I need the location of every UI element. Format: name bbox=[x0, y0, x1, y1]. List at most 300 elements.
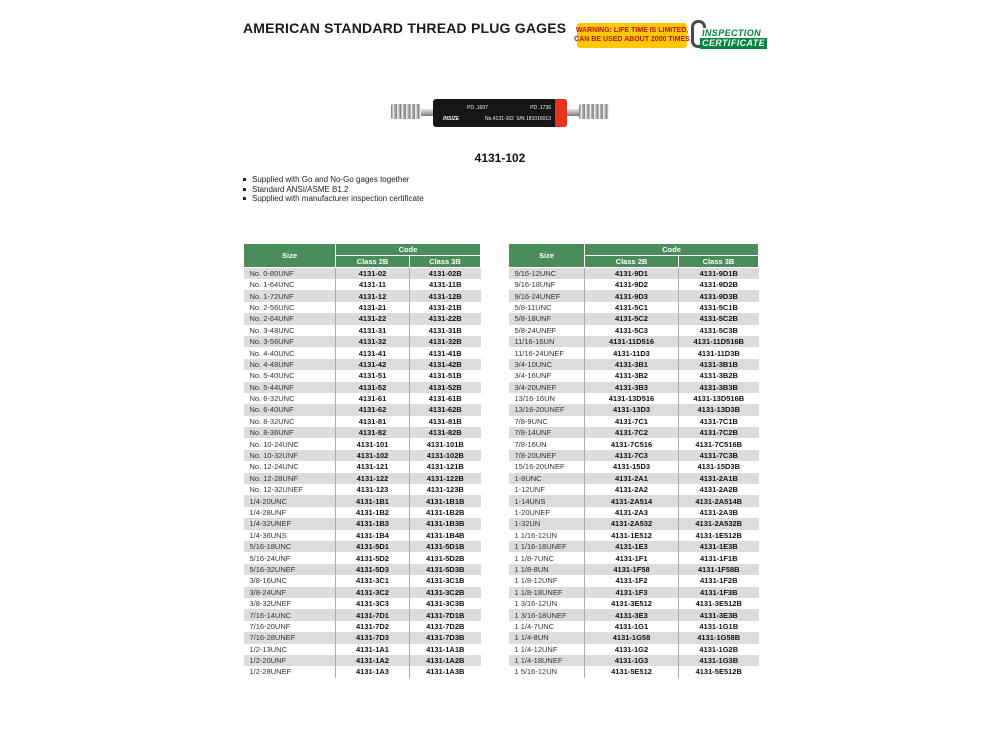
code-cell: 4131-2A1 bbox=[585, 473, 679, 484]
size-cell: No. 10-32UNF bbox=[249, 451, 298, 461]
table-row bbox=[509, 347, 759, 358]
code-cell: 4131-7D2 bbox=[336, 621, 410, 632]
size-cell: 7/8-20UNEF bbox=[514, 451, 557, 461]
table-row bbox=[509, 552, 759, 563]
table-row bbox=[509, 427, 759, 438]
code-cell: 4131-2A532 bbox=[585, 518, 679, 529]
code-cell: 4131-5C2B bbox=[679, 313, 759, 324]
code-cell: 4131-9D1 bbox=[585, 268, 679, 280]
table-row bbox=[509, 302, 759, 313]
code-cell: 4131-1G1B bbox=[679, 621, 759, 632]
gage-serial-label: S/N 181016013 bbox=[516, 116, 551, 122]
size-cell: No. 6-40UNF bbox=[249, 405, 294, 415]
table-row bbox=[509, 632, 759, 643]
code-cell: 4131-3C1B bbox=[410, 575, 481, 586]
code-cell: 4131-1B1B bbox=[410, 495, 481, 506]
table-row bbox=[509, 450, 759, 461]
code-table-right bbox=[508, 243, 759, 678]
code-cell: 4131-51B bbox=[410, 370, 481, 381]
code-cell: 4131-31B bbox=[410, 325, 481, 336]
code-cell: 4131-3B3B bbox=[679, 382, 759, 393]
code-cell: 4131-5C3 bbox=[585, 325, 679, 336]
table-row bbox=[509, 609, 759, 620]
size-cell: 5/16-18UNC bbox=[249, 542, 292, 552]
nogo-thread-end bbox=[579, 104, 609, 119]
size-cell: 1/4-28UNF bbox=[249, 508, 287, 517]
code-cell: 4131-1A1B bbox=[410, 644, 481, 655]
table-row bbox=[244, 655, 481, 666]
table-row bbox=[244, 552, 481, 563]
size-cell: 5/8-18UNF bbox=[514, 314, 552, 324]
code-cell: 4131-2A3B bbox=[679, 507, 759, 518]
code-cell: 4131-7C516B bbox=[679, 438, 759, 449]
code-cell: 4131-52B bbox=[410, 382, 481, 393]
gage-pd-left-label: PD .1697 bbox=[467, 105, 488, 111]
table-row bbox=[509, 473, 759, 484]
code-cell: 4131-41B bbox=[410, 347, 481, 358]
code-cell: 4131-81B bbox=[410, 416, 481, 427]
code-cell: 4131-3B3 bbox=[585, 382, 679, 393]
size-cell: 15/16-20UNEF bbox=[514, 462, 565, 472]
code-cell: 4131-1A3B bbox=[410, 666, 481, 677]
code-cell: 4131-3C3 bbox=[336, 598, 410, 609]
code-cell: 4131-1E3 bbox=[585, 541, 679, 552]
code-cell: 4131-3C2 bbox=[336, 587, 410, 598]
code-cell: 4131-102B bbox=[410, 450, 481, 461]
table-row bbox=[509, 290, 759, 301]
size-cell: 1 1/4-18UNEF bbox=[514, 656, 563, 666]
code-cell: 4131-3E512B bbox=[679, 598, 759, 609]
table-row bbox=[244, 325, 481, 336]
code-cell: 4131-1A2B bbox=[410, 655, 481, 666]
size-cell: 1-14UNS bbox=[514, 496, 546, 506]
code-cell: 4131-3B1B bbox=[679, 359, 759, 370]
size-cell: 3/8-16UNC bbox=[249, 576, 288, 586]
size-cell: 11/16-16UN bbox=[514, 337, 555, 347]
code-cell: 4131-5C1 bbox=[585, 302, 679, 313]
left-shaft bbox=[421, 109, 433, 116]
size-cell: 1-12UNF bbox=[514, 485, 545, 495]
code-cell: 4131-62B bbox=[410, 404, 481, 415]
code-cell: 4131-31 bbox=[336, 325, 410, 336]
code-cell: 4131-3C1 bbox=[336, 575, 410, 586]
code-cell: 4131-7C516 bbox=[585, 438, 679, 449]
table-row bbox=[244, 461, 481, 472]
feature-item: Standard ANSI/ASME B1.2 bbox=[243, 185, 424, 195]
code-cell: 4131-1G2B bbox=[679, 644, 759, 655]
code-cell: 4131-1A3 bbox=[336, 666, 410, 677]
column-header-class2b: Class 2B bbox=[336, 256, 410, 268]
table-row bbox=[244, 302, 481, 313]
table-row bbox=[244, 541, 481, 552]
code-cell: 4131-1E512 bbox=[585, 530, 679, 541]
size-cell: 1 1/8-12UNF bbox=[514, 576, 558, 586]
code-cell: 4131-51 bbox=[336, 370, 410, 381]
code-cell: 4131-3B2 bbox=[585, 370, 679, 381]
code-cell: 4131-5D1B bbox=[410, 541, 481, 552]
code-cell: 4131-11D3B bbox=[679, 347, 759, 358]
certificate-text bbox=[700, 28, 767, 49]
size-cell: 9/16-12UNC bbox=[514, 269, 557, 278]
warning-badge bbox=[574, 23, 690, 48]
size-cell: 1/4-36UNS bbox=[249, 530, 287, 540]
code-cell: 4131-7D1B bbox=[410, 609, 481, 620]
code-cell: 4131-5D1 bbox=[336, 541, 410, 552]
code-cell: 4131-81 bbox=[336, 416, 410, 427]
table-row bbox=[509, 279, 759, 290]
warning-line-1: WARNING: LIFE TIME IS LIMITED, bbox=[575, 27, 689, 34]
size-cell: 13/16-20UNEF bbox=[514, 405, 565, 415]
code-cell: 4131-42 bbox=[336, 359, 410, 370]
column-header-class3b: Class 3B bbox=[410, 256, 481, 268]
code-cell: 4131-13D3B bbox=[679, 404, 759, 415]
table-row bbox=[509, 666, 759, 677]
table-row bbox=[244, 438, 481, 449]
code-cell: 4131-15D3 bbox=[585, 461, 679, 472]
code-cell: 4131-9D2 bbox=[585, 279, 679, 290]
code-cell: 4131-13D516 bbox=[585, 393, 679, 404]
nogo-red-band bbox=[555, 99, 567, 127]
size-cell: No. 2-56UNC bbox=[249, 302, 295, 312]
size-cell: No. 12-32UNEF bbox=[249, 485, 303, 495]
table-row bbox=[509, 655, 759, 666]
size-cell: No. 12-28UNF bbox=[249, 473, 298, 483]
table-row bbox=[509, 518, 759, 529]
code-cell: 4131-7C2 bbox=[585, 427, 679, 438]
size-cell: 5/16-24UNF bbox=[249, 553, 291, 563]
code-cell: 4131-11 bbox=[336, 279, 410, 290]
table-row bbox=[244, 347, 481, 358]
feature-item: Supplied with manufacturer inspection certificate bbox=[243, 194, 424, 204]
size-cell: 3/4-16UNF bbox=[514, 371, 552, 381]
size-cell: 7/16-28UNEF bbox=[249, 633, 296, 643]
table-row bbox=[244, 507, 481, 518]
code-cell: 4131-2A2 bbox=[585, 484, 679, 495]
size-cell: 1 1/4-12UNF bbox=[514, 644, 558, 654]
size-cell: No. 6-32UNC bbox=[249, 394, 295, 404]
warning-line-2: CAN BE USED ABOUT 2000 TIMES bbox=[574, 35, 690, 43]
code-cell: 4131-61 bbox=[336, 393, 410, 404]
code-cell: 4131-02B bbox=[410, 268, 481, 280]
code-cell: 4131-5C2 bbox=[585, 313, 679, 324]
code-cell: 4131-3C2B bbox=[410, 587, 481, 598]
size-cell: 1-20UNEF bbox=[514, 508, 550, 517]
column-header-class2b: Class 2B bbox=[585, 256, 679, 268]
code-cell: 4131-7D3B bbox=[410, 632, 481, 643]
table-row bbox=[509, 541, 759, 552]
code-cell: 4131-1G2 bbox=[585, 644, 679, 655]
size-cell: No. 0-80UNF bbox=[249, 269, 294, 278]
code-cell: 4131-3C3B bbox=[410, 598, 481, 609]
table-row bbox=[244, 632, 481, 643]
code-cell: 4131-11D516B bbox=[679, 336, 759, 347]
code-cell: 4131-21 bbox=[336, 302, 410, 313]
code-cell: 4131-5D2 bbox=[336, 552, 410, 563]
code-cell: 4131-11B bbox=[410, 279, 481, 290]
code-cell: 4131-121 bbox=[336, 461, 410, 472]
table-row bbox=[509, 484, 759, 495]
table-row bbox=[244, 587, 481, 598]
code-cell: 4131-5C1B bbox=[679, 302, 759, 313]
size-cell: No. 12-24UNC bbox=[249, 462, 299, 472]
code-cell: 4131-1B2B bbox=[410, 507, 481, 518]
code-cell: 4131-1B2 bbox=[336, 507, 410, 518]
size-cell: 1 1/8-8UN bbox=[514, 564, 549, 574]
code-cell: 4131-9D1B bbox=[679, 268, 759, 280]
table-row bbox=[509, 313, 759, 324]
table-row bbox=[509, 644, 759, 655]
table-row bbox=[244, 382, 481, 393]
table-row bbox=[244, 370, 481, 381]
code-cell: 4131-32 bbox=[336, 336, 410, 347]
certificate-line-2: CERTIFICATE bbox=[702, 38, 766, 48]
code-cell: 4131-61B bbox=[410, 393, 481, 404]
code-cell: 4131-1B3 bbox=[336, 518, 410, 529]
table-row bbox=[244, 313, 481, 324]
code-cell: 4131-15D3B bbox=[679, 461, 759, 472]
size-cell: 1 1/8-7UNC bbox=[514, 553, 555, 563]
code-cell: 4131-1F3B bbox=[679, 587, 759, 598]
size-cell: 1/4-20UNC bbox=[249, 496, 288, 506]
code-cell: 4131-12 bbox=[336, 290, 410, 301]
table-row bbox=[244, 621, 481, 632]
size-cell: 1/4-32UNEF bbox=[249, 519, 292, 529]
table-row bbox=[244, 290, 481, 301]
table-row bbox=[244, 427, 481, 438]
table-row bbox=[509, 575, 759, 586]
size-cell: No. 5-44UNF bbox=[249, 382, 294, 392]
code-cell: 4131-2A1B bbox=[679, 473, 759, 484]
table-row bbox=[244, 666, 481, 677]
code-cell: 4131-102 bbox=[336, 450, 410, 461]
code-cell: 4131-7D1 bbox=[336, 609, 410, 620]
gage-brand-label: INSIZE bbox=[443, 116, 460, 122]
code-cell: 4131-1B3B bbox=[410, 518, 481, 529]
code-cell: 4131-7C1B bbox=[679, 416, 759, 427]
code-cell: 4131-02 bbox=[336, 268, 410, 280]
column-header-size: Size bbox=[509, 244, 585, 268]
table-row bbox=[244, 336, 481, 347]
table-row bbox=[244, 268, 481, 280]
size-cell: 3/4-10UNC bbox=[514, 359, 553, 369]
code-cell: 4131-5D3 bbox=[336, 564, 410, 575]
code-cell: 4131-7C3B bbox=[679, 450, 759, 461]
code-cell: 4131-123 bbox=[336, 484, 410, 495]
code-cell: 4131-5E512 bbox=[585, 666, 679, 677]
table-row bbox=[509, 268, 759, 280]
size-cell: No. 2-64UNF bbox=[249, 314, 294, 324]
size-cell: 1 3/16-18UNEF bbox=[514, 610, 567, 620]
code-cell: 4131-1B4B bbox=[410, 530, 481, 541]
code-cell: 4131-9D3B bbox=[679, 290, 759, 301]
table-row bbox=[509, 370, 759, 381]
code-cell: 4131-82B bbox=[410, 427, 481, 438]
code-cell: 4131-13D3 bbox=[585, 404, 679, 415]
code-cell: 4131-2A514 bbox=[585, 495, 679, 506]
size-cell: 1/2-20UNF bbox=[249, 656, 287, 666]
table-row bbox=[509, 587, 759, 598]
size-cell: No. 10-24UNC bbox=[249, 439, 299, 449]
size-cell: 9/16-18UNF bbox=[514, 280, 556, 290]
table-row bbox=[509, 404, 759, 415]
code-cell: 4131-42B bbox=[410, 359, 481, 370]
size-cell: No. 1-72UNF bbox=[249, 291, 294, 301]
code-cell: 4131-2A2B bbox=[679, 484, 759, 495]
code-cell: 4131-21B bbox=[410, 302, 481, 313]
code-cell: 4131-22B bbox=[410, 313, 481, 324]
gage-model-label: No.4131-102 bbox=[485, 116, 514, 122]
code-cell: 4131-22 bbox=[336, 313, 410, 324]
code-cell: 4131-3B1 bbox=[585, 359, 679, 370]
code-cell: 4131-5D3B bbox=[410, 564, 481, 575]
table-row bbox=[244, 450, 481, 461]
code-cell: 4131-12B bbox=[410, 290, 481, 301]
product-image bbox=[391, 95, 609, 133]
code-cell: 4131-3E3 bbox=[585, 609, 679, 620]
code-cell: 4131-3B2B bbox=[679, 370, 759, 381]
size-cell: 5/8-24UNEF bbox=[514, 325, 557, 335]
right-shaft bbox=[567, 109, 579, 116]
size-cell: 5/8-11UNC bbox=[514, 302, 552, 312]
table-row bbox=[509, 438, 759, 449]
code-cell: 4131-11D3 bbox=[585, 347, 679, 358]
size-cell: 13/16-16UN bbox=[514, 394, 555, 404]
table-row bbox=[509, 598, 759, 609]
table-row bbox=[244, 359, 481, 370]
code-cell: 4131-1F2 bbox=[585, 575, 679, 586]
table-row bbox=[509, 359, 759, 370]
size-cell: No. 1-64UNC bbox=[249, 280, 295, 290]
code-cell: 4131-121B bbox=[410, 461, 481, 472]
size-cell: No. 3-48UNC bbox=[249, 325, 295, 335]
table-row bbox=[244, 644, 481, 655]
table-row bbox=[509, 495, 759, 506]
table-row bbox=[244, 495, 481, 506]
code-cell: 4131-82 bbox=[336, 427, 410, 438]
size-cell: 9/16-24UNEF bbox=[514, 291, 561, 301]
code-cell: 4131-41 bbox=[336, 347, 410, 358]
size-cell: 7/16-14UNC bbox=[249, 610, 292, 620]
code-cell: 4131-7C2B bbox=[679, 427, 759, 438]
code-cell: 4131-7C1 bbox=[585, 416, 679, 427]
code-cell: 4131-52 bbox=[336, 382, 410, 393]
table-row bbox=[244, 564, 481, 575]
size-cell: No. 5-40UNC bbox=[249, 371, 295, 381]
page-title: AMERICAN STANDARD THREAD PLUG GAGES bbox=[243, 20, 567, 36]
code-cell: 4131-3E512 bbox=[585, 598, 679, 609]
size-cell: 1 5/16-12UN bbox=[514, 667, 558, 677]
size-cell: 7/8-16UN bbox=[514, 439, 547, 449]
size-cell: 1 1/16-18UNEF bbox=[514, 542, 567, 552]
table-row bbox=[509, 461, 759, 472]
size-cell: 1 1/4-8UN bbox=[514, 633, 549, 643]
code-cell: 4131-7C3 bbox=[585, 450, 679, 461]
table-row bbox=[509, 621, 759, 632]
code-cell: 4131-1F2B bbox=[679, 575, 759, 586]
go-thread-end bbox=[391, 104, 421, 119]
size-cell: No. 4-40UNC bbox=[249, 348, 295, 358]
size-cell: No. 8-32UNC bbox=[249, 416, 295, 426]
code-cell: 4131-2A532B bbox=[679, 518, 759, 529]
column-header-code: Code bbox=[585, 244, 759, 256]
code-table-left bbox=[243, 243, 481, 678]
size-cell: 3/8-32UNEF bbox=[249, 599, 292, 609]
code-cell: 4131-101B bbox=[410, 438, 481, 449]
size-cell: 3/8-24UNF bbox=[249, 587, 287, 597]
code-cell: 4131-1G58B bbox=[679, 632, 759, 643]
table-row bbox=[244, 598, 481, 609]
code-cell: 4131-2A3 bbox=[585, 507, 679, 518]
table-row bbox=[244, 575, 481, 586]
code-cell: 4131-2A514B bbox=[679, 495, 759, 506]
code-cell: 4131-1G1 bbox=[585, 621, 679, 632]
code-cell: 4131-5C3B bbox=[679, 325, 759, 336]
table-row bbox=[244, 416, 481, 427]
code-cell: 4131-1B1 bbox=[336, 495, 410, 506]
code-cell: 4131-5D2B bbox=[410, 552, 481, 563]
code-cell: 4131-1E512B bbox=[679, 530, 759, 541]
code-cell: 4131-1F58B bbox=[679, 564, 759, 575]
table-row bbox=[244, 404, 481, 415]
size-cell: 1 3/16-12UN bbox=[514, 599, 558, 609]
code-cell: 4131-122B bbox=[410, 473, 481, 484]
code-cell: 4131-62 bbox=[336, 404, 410, 415]
code-cell: 4131-1F1B bbox=[679, 552, 759, 563]
code-cell: 4131-1G3B bbox=[679, 655, 759, 666]
table-row bbox=[509, 393, 759, 404]
table-row bbox=[244, 518, 481, 529]
size-cell: 1-8UNC bbox=[514, 473, 542, 483]
feature-item: Supplied with Go and No-Go gages together bbox=[243, 175, 424, 185]
code-cell: 4131-1F3 bbox=[585, 587, 679, 598]
column-header-class3b: Class 3B bbox=[679, 256, 759, 268]
column-header-size: Size bbox=[244, 244, 336, 268]
table-row bbox=[244, 393, 481, 404]
size-cell: 11/16-24UNEF bbox=[514, 348, 564, 358]
size-cell: 1/2-28UNEF bbox=[249, 667, 292, 677]
size-cell: 1/2-13UNC bbox=[249, 644, 288, 654]
table-row bbox=[244, 279, 481, 290]
code-cell: 4131-101 bbox=[336, 438, 410, 449]
code-cell: 4131-1G58 bbox=[585, 632, 679, 643]
code-cell: 4131-3E3B bbox=[679, 609, 759, 620]
code-cell: 4131-1F58 bbox=[585, 564, 679, 575]
size-cell: 5/16-32UNEF bbox=[249, 564, 296, 574]
gage-handle bbox=[433, 99, 567, 127]
code-cell: 4131-5E512B bbox=[679, 666, 759, 677]
code-cell: 4131-11D516 bbox=[585, 336, 679, 347]
table-row bbox=[509, 530, 759, 541]
table-row bbox=[509, 382, 759, 393]
table-row bbox=[244, 609, 481, 620]
size-cell: No. 8-36UNF bbox=[249, 428, 294, 438]
code-cell: 4131-123B bbox=[410, 484, 481, 495]
code-cell: 4131-13D516B bbox=[679, 393, 759, 404]
table-row bbox=[244, 473, 481, 484]
size-cell: No. 4-48UNF bbox=[249, 359, 294, 369]
code-cell: 4131-7D3 bbox=[336, 632, 410, 643]
table-row bbox=[509, 336, 759, 347]
column-header-code: Code bbox=[336, 244, 481, 256]
code-cell: 4131-32B bbox=[410, 336, 481, 347]
certificate-line-1: INSPECTION bbox=[700, 28, 767, 38]
code-cell: 4131-9D3 bbox=[585, 290, 679, 301]
table-row bbox=[509, 507, 759, 518]
size-cell: 3/4-20UNEF bbox=[514, 382, 557, 392]
size-cell: 7/8-14UNF bbox=[514, 428, 552, 438]
code-cell: 4131-1G3 bbox=[585, 655, 679, 666]
size-cell: 7/16-20UNF bbox=[249, 621, 291, 631]
